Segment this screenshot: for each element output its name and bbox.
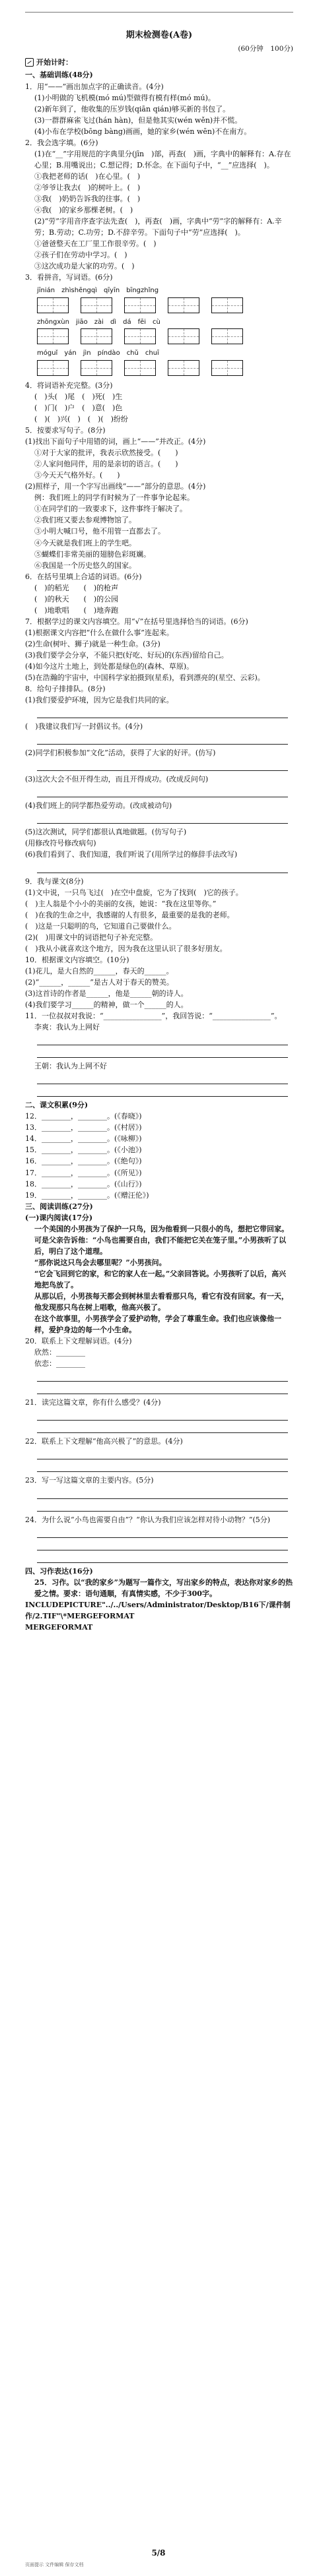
answer-lines: [37, 1073, 293, 1097]
writing-grid-row: [37, 360, 293, 376]
question-line: ④今天就是我们班上的学生吧。: [34, 538, 136, 547]
answer-line[interactable]: [37, 1370, 288, 1382]
question-line: (2)照样子，用一个字写出画线“——”部分的意思。(4分): [25, 482, 206, 491]
question-line: (1)我们要爱护环境，因为它是我们共同的家。: [25, 696, 174, 705]
start-timer-row: [25, 57, 293, 68]
writing-box[interactable]: [37, 297, 69, 313]
pinyin: móguǐ: [37, 350, 58, 357]
pencil-icon: [25, 58, 34, 67]
answer-lines: [37, 1370, 293, 1394]
question-line: (3)这次大会不但开得生动，而且开得成功。(改成反问句): [25, 775, 209, 784]
question-line: (2)新年到了，他收集的压岁钱(qiān qián)够买新的书包了。: [34, 104, 230, 113]
exam-content: [25, 29, 293, 1633]
question-line: ①我把老师的话( )在心里。( ): [34, 171, 141, 181]
pinyin: dì: [110, 318, 117, 326]
question-line: 12．________，________。(《春晓》): [25, 1112, 142, 1121]
question-text: 1．用“——”画出加点字的正确读音。(4分): [25, 82, 164, 91]
page-number: 5/8: [151, 2548, 166, 2558]
question-line: 19．________，________。(《赠汪伦》): [25, 1190, 149, 1200]
question-line: (2)同学们积极参加“文化”活动，获得了大家的好评。(仿写): [25, 749, 216, 758]
answer-line[interactable]: [37, 760, 288, 771]
answer-line[interactable]: [37, 1539, 288, 1550]
question-text: 6．在括号里填上合适的词语。(6分): [25, 572, 142, 581]
header-rule: [25, 12, 293, 13]
question-line: ②人家问他同伴，用的是亲切的语言。( ): [34, 460, 178, 469]
writing-box[interactable]: [124, 360, 156, 376]
pinyin-row: [37, 348, 293, 359]
question-line: 18．________，________。(《山行》): [25, 1179, 142, 1188]
exam-subtitle: (60分钟 100分): [238, 45, 293, 53]
answer-lines: [37, 862, 293, 873]
pinyin: chǔ: [126, 350, 139, 357]
question-line: (4)如今这片土地上，到处都是绿色的(森林、草原)。: [25, 662, 194, 671]
answer-lines: [37, 707, 293, 718]
answer-line[interactable]: [37, 1409, 288, 1421]
essay-prompt-line: INCLUDEPICTURE"../../Users/Administrator/Desktop/B16下/课件制作/2.TIF"\*MERGEFORMAT: [25, 1600, 291, 1620]
pinyin: jìn: [83, 350, 91, 357]
essay-prompt-line: MERGEFORMAT: [25, 1622, 93, 1632]
writing-box[interactable]: [168, 360, 199, 376]
question-line: (用修改符号修改病句): [25, 839, 96, 848]
reading-paragraph: 从那以后，小男孩每天都会到树林里去看看那只鸟，看它有没有回家。有一天，他发现那只鸟在树上唱歌，他高兴极了。: [34, 1292, 289, 1312]
writing-box[interactable]: [81, 328, 112, 344]
pinyin: yán: [64, 350, 77, 357]
writing-box[interactable]: [81, 297, 112, 313]
answer-lines: [37, 786, 293, 797]
writing-box[interactable]: [211, 297, 243, 313]
reading-paragraph: “那你说这只鸟会去哪里呢？”小男孩问。: [34, 1258, 166, 1267]
pinyin-row: [37, 286, 293, 296]
question-line: 例：我们班上的同学有时候为了一件事争论起来。: [34, 493, 194, 503]
reading-paragraph: “它会飞回到它的家，和它的家人在一起。”父亲回答说。小男孩听了以后，高兴地把鸟放了。: [34, 1269, 287, 1289]
question-line: ( )( )兴( ) ( )( )纷纷: [34, 414, 128, 423]
writing-grid-row: [37, 328, 293, 344]
essay-prompt: 25．习作。以“我的家乡”为题写一篇作文，写出家乡的特点，表达你对家乡的热爱之情。要求：语句通顺，有真情实感，不少于300字。: [34, 1578, 293, 1598]
writing-box[interactable]: [37, 328, 69, 344]
question-line: (3)一群群麻雀飞过(hán hàn)，但是他其实(wén wěn)并不慌。: [34, 115, 242, 125]
answer-line[interactable]: [37, 862, 288, 873]
writing-box[interactable]: [124, 328, 156, 344]
pinyin: cù: [153, 318, 160, 326]
question-line: ( )我建议我们写一封倡议书。(4分): [25, 722, 143, 731]
pinyin: jīnián: [37, 287, 55, 295]
question-line: (3)我们要学会分享，不能只把(好吃、好玩)的(东西)留给自己。: [25, 650, 229, 659]
question-text: 11．一位叔叔对我说：“________________”，我回答说：“________________”。: [25, 1012, 282, 1021]
section-heading: 三、阅读训练(27分): [25, 1202, 93, 1211]
question-line: (2)“______，______”是古人对于春天的赞美。: [25, 977, 174, 987]
question-text: 9．我与课文(8分): [25, 876, 84, 886]
question-line: ( )的秋天 ( )的公园: [34, 594, 119, 603]
question-text: 10．根据课文内容填空。(10分): [25, 955, 129, 964]
question-line: (4)我们班上的同学都热爱劳动。(改成被动句): [25, 801, 172, 811]
question-line: (1)小明做的飞机模(mó mú)型做得有模有样(mó mú)。: [34, 93, 215, 102]
question-text: 24．为什么说“小鸟也需要自由”？“你认为我们应该怎样对待小动物？”(5分): [25, 1515, 271, 1524]
question-line: (1)找出下面句子中用错的词，画上“——”并改正。(4分): [25, 437, 206, 446]
question-line: ③我( )奶奶告诉我的往事。( ): [34, 194, 141, 203]
question-text: 4．将词语补充完整。(3分): [25, 381, 113, 390]
question-line: (1)花儿，是大自然的______，春天的______。: [25, 966, 174, 975]
question-line: 依恋：________: [34, 1359, 85, 1368]
question-line: ( )主人翁是个小小的美丽的女孩，她说：“我在这里等你。”: [25, 899, 217, 908]
section-heading: 二、课文积累(9分): [25, 1101, 88, 1110]
answer-lines: [37, 1527, 293, 1563]
question-line: ( )门( )户 ( )意( )色: [34, 403, 123, 412]
pinyin: qīyīn: [104, 287, 120, 295]
writing-box[interactable]: [124, 297, 156, 313]
question-line: ③今天天气格外好。( ): [34, 471, 120, 480]
question-line: 欣然：________: [34, 1348, 85, 1357]
pinyin: jiāo: [75, 318, 88, 326]
question-text: 3．看拼音，写词语。(6分): [25, 273, 113, 282]
question-line: ②孩子们在劳动中学习。( ): [34, 251, 127, 260]
section-heading: 一、基础训练(48分): [25, 71, 93, 80]
pinyin: píndào: [97, 350, 120, 357]
writing-grid-row: [37, 297, 293, 313]
answer-line[interactable]: [37, 1034, 288, 1045]
question-line: ( )的稻光 ( )的枪声: [34, 583, 119, 592]
answer-line[interactable]: [37, 1488, 288, 1499]
question-line: ( )这是一只聪明的鸟，它知道自己要做什么。: [25, 921, 176, 931]
question-line: 13．________，________。(《村居》): [25, 1123, 142, 1132]
answer-line[interactable]: [37, 1086, 288, 1097]
question-text: 23．写一写这篇文章的主要内容。(5分): [25, 1476, 154, 1485]
question-line: ②爷爷让我去( )的树叶上。( ): [34, 183, 141, 192]
answer-line[interactable]: [37, 1500, 288, 1512]
question-line: ①爸爸整天在工厂里工作很辛劳。( ): [34, 239, 157, 249]
question-line: ②我们班又要去参观博物馆了。: [34, 516, 136, 525]
answer-lines: [37, 733, 293, 745]
pinyin-row: [37, 317, 293, 328]
question-text: 22．联系上下文理解“他高兴极了”的意思。(4分): [25, 1437, 183, 1446]
answer-line[interactable]: [37, 733, 288, 745]
question-line: ( )头( )尾 ( )死( )生: [34, 392, 123, 401]
question-line: ( )我从小就喜欢这个地方，因为我在这里认识了很多好朋友。: [25, 944, 227, 953]
question-line: (1)根据课文内容把“什么在做什么事”连起来。: [25, 628, 174, 637]
answer-line[interactable]: [37, 707, 288, 718]
question-line: (2)“劳”字用音序查字法先查( )，再查( )画，字典中“劳”字的解释有：A.辛劳；B.劳动；C.功劳；D.不辞辛劳。下面句子中“劳”应选择( )。: [34, 217, 282, 237]
question-line: ( )在我的生命之中，我感谢的人有很多，最重要的是我的老师。: [25, 910, 234, 919]
pinyin: dá: [123, 318, 131, 326]
answer-line[interactable]: [37, 1461, 288, 1472]
question-line: ①在同学们的一致要求下，这件事终于解决了。: [34, 505, 187, 514]
question-line: ( )地歌唱 ( )地奔跑: [34, 605, 119, 615]
answer-line[interactable]: [37, 1383, 288, 1394]
answer-line[interactable]: [37, 1047, 288, 1058]
question-text: 8．给句子排排队。(8分): [25, 685, 106, 694]
question-text: 5．按要求写句子。(8分): [25, 426, 106, 435]
reading-paragraph: 一个美国的小男孩为了保护一只鸟，因为他看到一只很小的鸟，想把它带回家。可是父亲告诉他：“小鸟也需要自由，我们不能把它关在笼子里。”小男孩听了以后，明白了这个道理。: [34, 1224, 289, 1256]
question-line: (3)这首诗的作者是______，他是______朝的诗人。: [25, 989, 188, 998]
answer-line[interactable]: [37, 813, 288, 824]
question-line: ⑤蝴蝶们非常美丽的翅膀色彩斑斓。: [34, 549, 151, 559]
writing-box[interactable]: [81, 360, 112, 376]
question-text: 21．读完这篇文章，你有什么感受？(4分): [25, 1398, 161, 1407]
question-line: (5)这次测试，同学们都很认真地做题。(仿写句子): [25, 828, 187, 837]
answer-lines: [37, 1448, 293, 1472]
start-label: 开始计时：: [36, 58, 73, 67]
pinyin: zhōngxùn: [37, 318, 69, 326]
question-line: ①对于大家的批评，我表示欣然接受。( ): [34, 448, 178, 458]
answer-line[interactable]: [37, 1552, 288, 1563]
answer-line[interactable]: [37, 1448, 288, 1459]
answer-line[interactable]: [37, 1527, 288, 1538]
writing-box[interactable]: [168, 297, 199, 313]
question-line: ④我( )的家乡那棵老树。( ): [34, 206, 133, 215]
pinyin: zhìshēngqì: [61, 287, 98, 295]
pinyin: chuī: [145, 350, 159, 357]
writing-box[interactable]: [211, 328, 243, 344]
reading-title: (一)课内阅读(17分): [25, 1213, 93, 1222]
pinyin: fēi: [137, 318, 147, 326]
answer-lines: [37, 1409, 293, 1433]
writing-box[interactable]: [37, 360, 69, 376]
question-line: (2)( )用课文中的词语把句子补充完整。: [25, 933, 158, 942]
question-line: (4)小布在学校(bōng bàng)画画，她的家乡(wén wēn)不在南方。: [34, 127, 252, 136]
question-line: 15．________，________。(《小池》): [25, 1146, 142, 1155]
pinyin: bīngzhǐng: [126, 287, 159, 295]
question-line: 16．________，________。(《绝句》): [25, 1157, 142, 1166]
question-line: ③这次成功是大家的功劳。( ): [34, 262, 135, 271]
answer-lines: [37, 1034, 293, 1058]
question-line: (2)生命(树叶、狮子)就是一种生命。(3分): [25, 639, 160, 648]
question-line: ③小明大喊口号，他不用管一直都去了。: [34, 527, 165, 536]
answer-line[interactable]: [37, 1073, 288, 1084]
section-heading: 四、习作表达(16分): [25, 1566, 93, 1576]
question-line: ⑥我国是一个历史悠久的国家。: [34, 561, 136, 570]
answer-line[interactable]: [37, 786, 288, 797]
question-line: (4)我们要学习______的精神，做一个______的人。: [25, 1000, 188, 1010]
answer-lines: [37, 813, 293, 824]
reading-paragraph: 在这个故事里，小男孩学会了爱护动物，学会了尊重生命。我们也应该像他一样，爱护身边的每一个小生命。: [34, 1314, 281, 1335]
exam-title: 期末检测卷(A卷): [125, 30, 193, 40]
question-line: 李爽：我认为上网好: [34, 1023, 100, 1032]
answer-lines: [37, 1488, 293, 1512]
question-line: (5)在浩瀚的宇宙中，中国科学家拍摄到(星系)，看到漂亮的(星空、云彩)。: [25, 673, 265, 683]
question-text: 2．我会选字填。(6分): [25, 138, 98, 147]
writing-box[interactable]: [168, 328, 199, 344]
footer-text: 页面提示 文件编辑 保存文档: [25, 2562, 84, 2567]
question-line: (1)在“__”字用规范的字典里分(jīn )部，再查( )画，字典中的解释有：A.存在心里；B.用嘴说出；C.想记得；D.怀念。在下面句子中，“__”应选择( )。: [34, 149, 291, 169]
question-line: 14．________，________。(《咏柳》): [25, 1134, 142, 1144]
question-line: (1)文中说，一只鸟飞过( )在空中盘旋，它为了找到( )它的孩子。: [25, 888, 243, 897]
question-text: 7．根据学过的课文内容填空。用“√”在括号里选择恰当的词语。(6分): [25, 617, 248, 626]
question-line: 17．________，________。(《所见》): [25, 1168, 142, 1177]
question-line: (6)我们看到了、我们知道，我们听说了(用所学过的修辞手法改写): [25, 850, 238, 859]
question-text: 20．联系上下文理解词语。(4分): [25, 1337, 132, 1346]
writing-box[interactable]: [211, 360, 243, 376]
pinyin: zài: [94, 318, 104, 326]
answer-line[interactable]: [37, 1422, 288, 1433]
answer-lines: [37, 760, 293, 771]
question-line: 王朝：我认为上网不好: [34, 1062, 107, 1071]
